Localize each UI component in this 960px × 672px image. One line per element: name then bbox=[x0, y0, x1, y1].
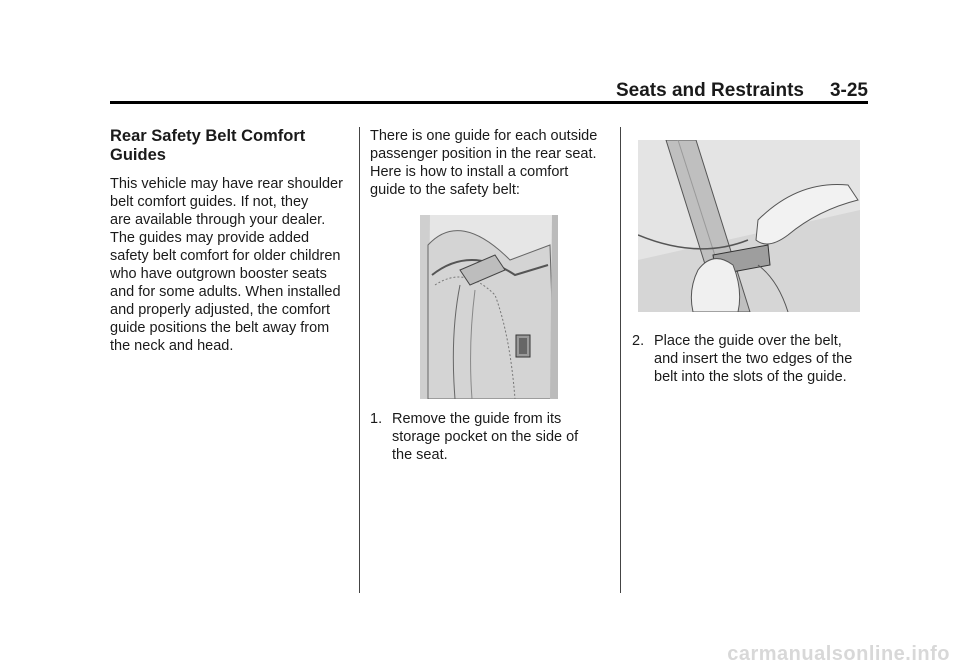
watermark-text: carmanualsonline.info bbox=[727, 643, 950, 665]
step-2-block bbox=[632, 332, 868, 386]
text-line: belt into the slots of the guide. bbox=[654, 369, 847, 385]
step-1 bbox=[370, 410, 610, 464]
column-divider bbox=[359, 127, 360, 593]
step-1-block bbox=[370, 410, 610, 464]
step-number: 2. bbox=[632, 333, 645, 349]
intro-paragraph bbox=[110, 175, 350, 355]
section-heading: Rear Safety Belt Comfort Guides bbox=[110, 127, 306, 164]
text-line: guide positions the belt away from bbox=[110, 320, 330, 336]
section-title: Seats and Restraints bbox=[616, 80, 804, 101]
text-line: Remove the guide from its bbox=[392, 411, 562, 427]
text-line: the seat. bbox=[392, 447, 448, 463]
column-divider bbox=[620, 127, 621, 593]
text-line: who have outgrown booster seats bbox=[110, 266, 327, 282]
text-line: storage pocket on the side of bbox=[392, 429, 579, 445]
belt-guide-illustration bbox=[638, 140, 860, 312]
text-line: the neck and head. bbox=[110, 338, 234, 354]
header-rule bbox=[110, 101, 868, 104]
page-number: 3-25 bbox=[829, 80, 868, 101]
text-line: guide to the safety belt: bbox=[370, 182, 520, 198]
column-1 bbox=[110, 127, 350, 355]
column-2 bbox=[370, 127, 610, 199]
text-line: This vehicle may have rear shoulder bbox=[110, 176, 343, 192]
guide-paragraph bbox=[370, 127, 610, 199]
page-header bbox=[616, 80, 868, 102]
step-number: 1. bbox=[370, 411, 383, 427]
text-line: and for some adults. When installed bbox=[110, 284, 341, 300]
text-line: safety belt comfort for older children bbox=[110, 248, 341, 264]
text-line: belt comfort guides. If not, they bbox=[110, 194, 309, 210]
seat-storage-illustration bbox=[420, 215, 558, 399]
text-line: Here is how to install a comfort bbox=[370, 164, 569, 180]
step-2 bbox=[632, 332, 868, 386]
text-line: passenger position in the rear seat. bbox=[370, 146, 597, 162]
text-line: The guides may provide added bbox=[110, 230, 310, 246]
text-line: There is one guide for each outside bbox=[370, 128, 598, 144]
text-line: Place the guide over the belt, bbox=[654, 333, 842, 349]
text-line: and properly adjusted, the comfort bbox=[110, 302, 331, 318]
text-line: are available through your dealer. bbox=[110, 212, 326, 228]
text-line: and insert the two edges of the bbox=[654, 351, 853, 367]
